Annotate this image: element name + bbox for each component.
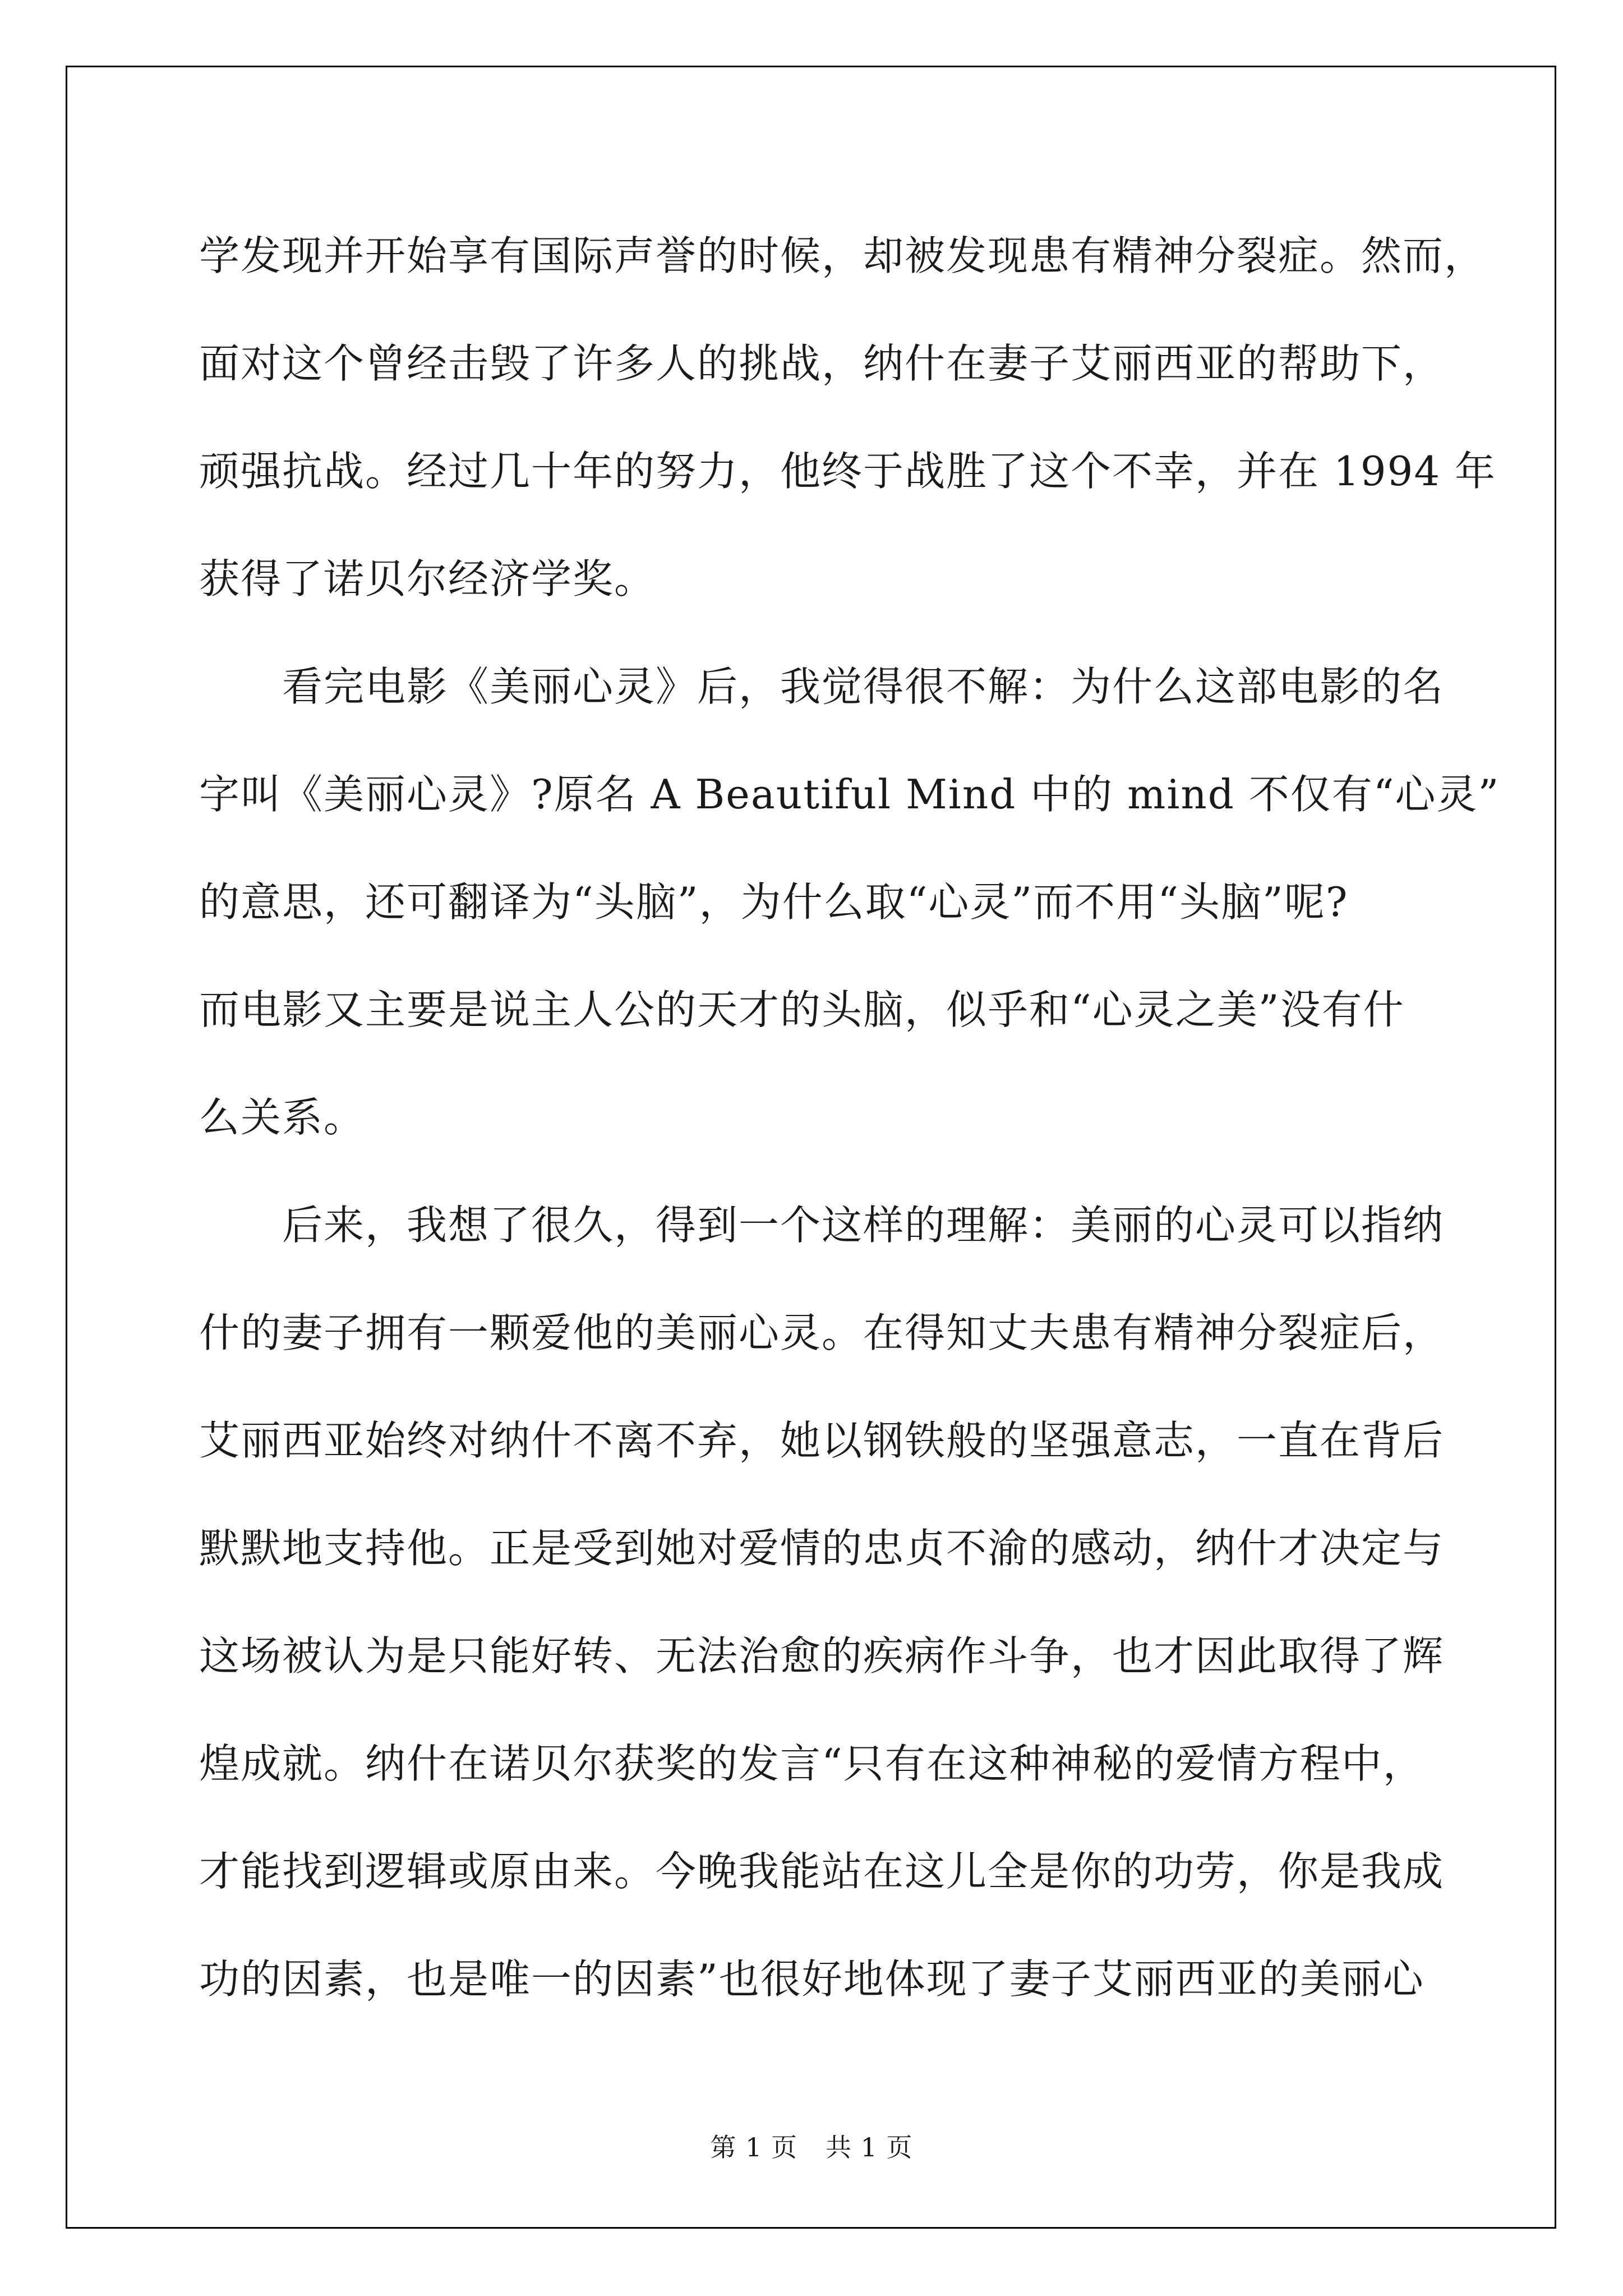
text-line: 默默地支持他。正是受到她对爱情的忠贞不渝的感动，纳什才决定与: [199, 1525, 1445, 1572]
text-line: 后来，我想了很久，得到一个这样的理解：美丽的心灵可以指纳: [199, 1202, 1445, 1249]
text-line: 而电影又主要是说主人公的天才的头脑，似乎和“心灵之美”没有什: [199, 986, 1405, 1033]
document-body: [199, 202, 1500, 2033]
text-line: 什的妻子拥有一颗爱他的美丽心灵。在得知丈夫患有精神分裂症后，: [199, 1309, 1445, 1356]
text-line: 面对这个曾经击毁了许多人的挑战，纳什在妻子艾丽西亚的帮助下，: [199, 340, 1445, 387]
text-line: 的意思，还可翻译为“头脑”，为什么取“心灵”而不用“头脑”呢?: [199, 878, 1349, 926]
page-number: 第 1 页: [710, 2132, 797, 2162]
text-line: 艾丽西亚始终对纳什不离不弃，她以钢铁般的坚强意志，一直在背后: [199, 1417, 1445, 1464]
page-footer: [0, 2127, 1623, 2164]
text-line: 顽强抗战。经过几十年的努力，他终于战胜了这个不幸，并在 1994 年: [199, 448, 1497, 495]
text-line: 才能找到逻辑或原由来。今晚我能站在这儿全是你的功劳，你是我成: [199, 1848, 1445, 1895]
text-line: 这场被认为是只能好转、无法治愈的疾病作斗争，也才因此取得了辉: [199, 1632, 1445, 1680]
text-line: 获得了诺贝尔经济学奖。: [199, 555, 656, 602]
text-line: 看完电影《美丽心灵》后，我觉得很不解：为什么这部电影的名: [199, 663, 1445, 710]
text-line: 煌成就。纳什在诺贝尔获奖的发言“只有在这种神秘的爱情方程中，: [199, 1740, 1424, 1787]
page-total: 共 1 页: [826, 2132, 913, 2162]
text-line: 功的因素，也是唯一的因素”也很好地体现了妻子艾丽西亚的美丽心: [199, 1955, 1424, 2003]
text-line: 么关系。: [199, 1094, 366, 1141]
text-line: 学发现并开始享有国际声誉的时候，却被发现患有精神分裂症。然而，: [199, 232, 1486, 279]
text-line: 字叫《美丽心灵》?原名 A Beautiful Mind 中的 mind 不仅有“心灵”: [199, 771, 1500, 818]
